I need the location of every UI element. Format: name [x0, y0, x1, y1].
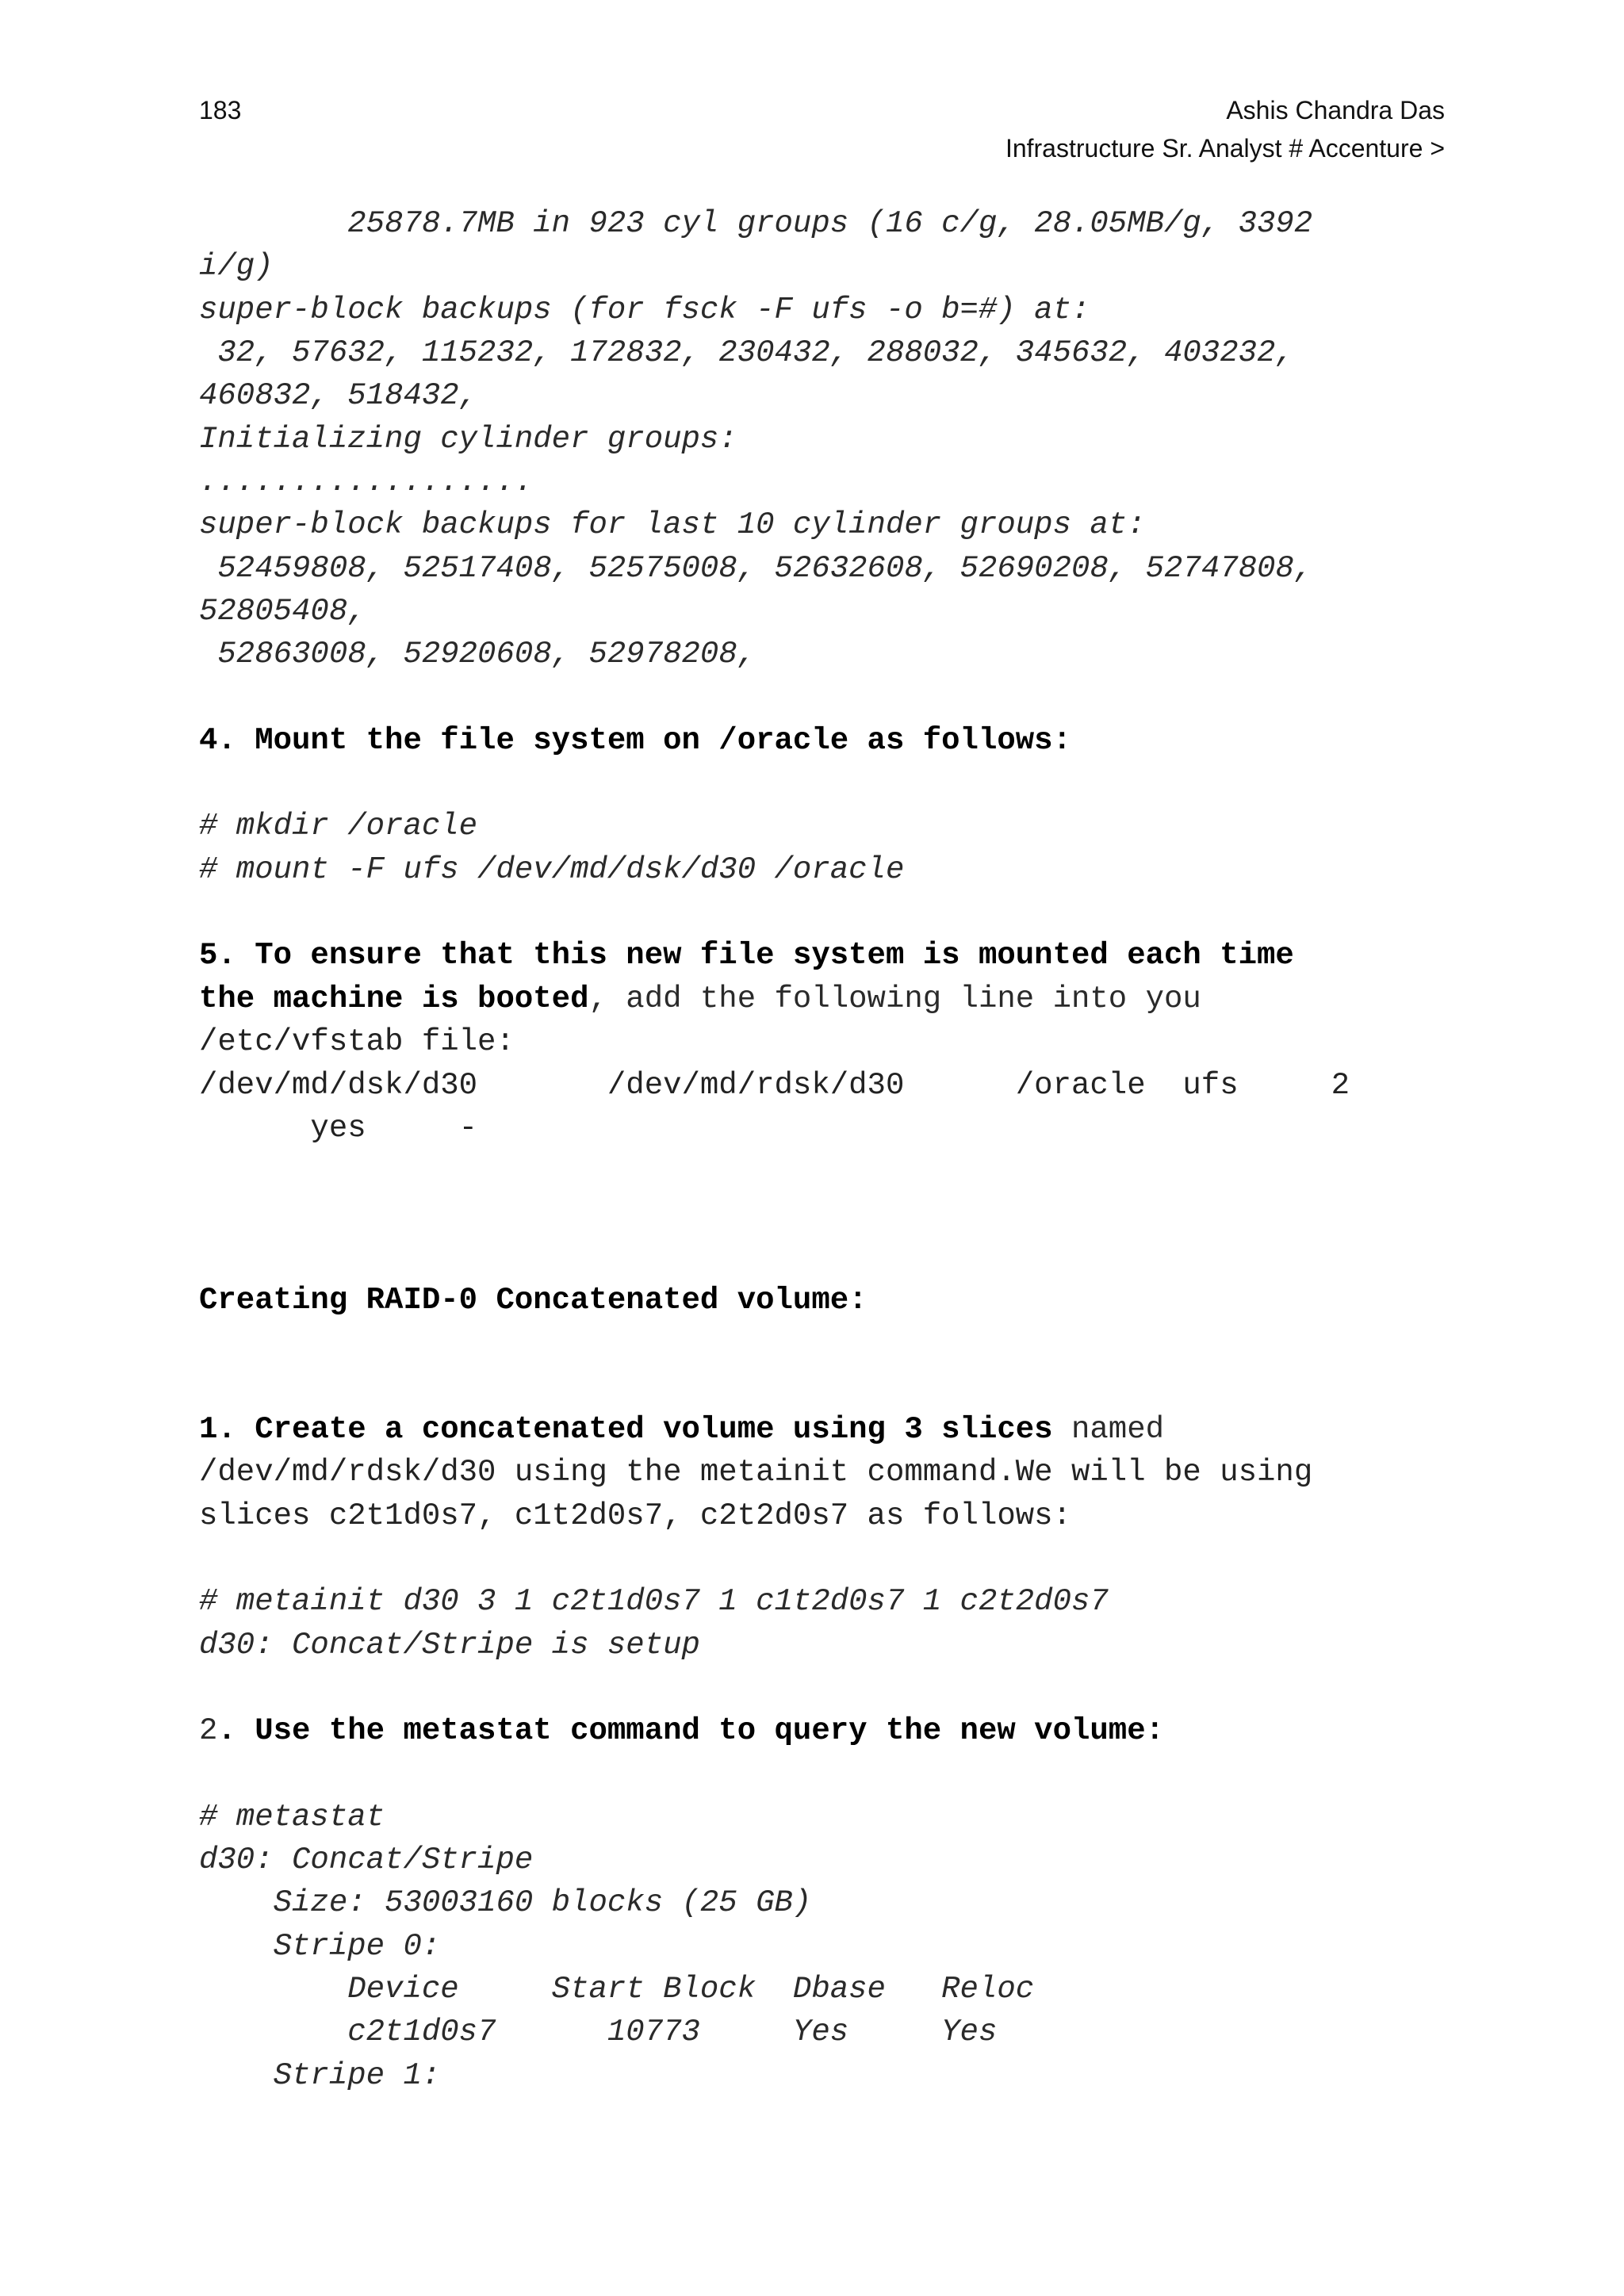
- newfs-output-line: 52863008, 52920608, 52978208,: [199, 637, 756, 672]
- author-name: Ashis Chandra Das: [1226, 96, 1445, 124]
- newfs-output-line: ..................: [199, 465, 534, 499]
- newfs-output-line: 52805408,: [199, 594, 366, 629]
- step5-line: [199, 978, 1201, 1020]
- raid-step1-heading: 1. Create a concatenated volume using 3 slices: [199, 1412, 1053, 1447]
- raid-step1-line: /dev/md/rdsk/d30 using the metainit command.We will be using: [199, 1455, 1313, 1490]
- raid-step1-line: [199, 1408, 1164, 1451]
- command-output-line: d30: Concat/Stripe: [199, 1843, 534, 1877]
- raid-step2-line: [199, 1709, 1164, 1752]
- command-output-line: d30: Concat/Stripe is setup: [199, 1628, 700, 1663]
- raid-step1-text: named: [1052, 1412, 1165, 1447]
- section-title: Creating RAID-0 Concatenated volume:: [199, 1283, 868, 1318]
- step5-line: /etc/vfstab file:: [199, 1024, 515, 1059]
- step5-heading: 5. To ensure that this new file system is mounted each time: [199, 938, 1294, 973]
- command-line: # metastat: [199, 1800, 385, 1835]
- raid-step1-line: slices c2t1d0s7, c1t2d0s7, c2t2d0s7 as follows:: [199, 1498, 1071, 1533]
- newfs-output-line: 460832, 518432,: [199, 378, 478, 413]
- command-output-line: Device Start Block Dbase Reloc: [199, 1972, 1035, 2007]
- newfs-output-line: super-block backups for last 10 cylinder groups at:: [199, 507, 1146, 542]
- command-line: # metainit d30 3 1 c2t1d0s7 1 c1t2d0s7 1 c2t2d0s7: [199, 1584, 1109, 1619]
- author-role: Infrastructure Sr. Analyst # Accenture >: [1005, 134, 1445, 163]
- command-output-line: c2t1d0s7 10773 Yes Yes: [199, 2015, 998, 2049]
- raid-step2-heading: . Use the metastat command to query the new volume:: [217, 1713, 1165, 1748]
- command-output-line: Size: 53003160 blocks (25 GB): [199, 1885, 812, 1920]
- newfs-output-line: super-block backups (for fsck -F ufs -o b=#) at:: [199, 293, 1090, 327]
- page-number: 183: [199, 96, 242, 124]
- command-output-line: Stripe 0:: [199, 1929, 441, 1964]
- newfs-output-line: Initializing cylinder groups:: [199, 422, 737, 457]
- vfstab-entry-line: yes -: [199, 1111, 478, 1146]
- step5-bold-text: the machine is booted: [199, 982, 589, 1016]
- raid-step2-number: 2: [199, 1713, 218, 1748]
- newfs-output-line: i/g): [199, 249, 274, 284]
- command-output-line: Stripe 1:: [199, 2058, 441, 2093]
- command-line: # mkdir /oracle: [199, 809, 478, 844]
- step5-plain-text: , add the following line into you: [588, 982, 1201, 1016]
- newfs-output-line: 25878.7MB in 923 cyl groups (16 c/g, 28.05MB/g, 3392: [199, 206, 1313, 241]
- command-line: # mount -F ufs /dev/md/dsk/d30 /oracle: [199, 852, 905, 887]
- newfs-output-line: 52459808, 52517408, 52575008, 52632608, 52690208, 52747808,: [199, 551, 1313, 586]
- newfs-output-line: 32, 57632, 115232, 172832, 230432, 288032, 345632, 403232,: [199, 335, 1294, 370]
- vfstab-entry-line: /dev/md/dsk/d30 /dev/md/rdsk/d30 /oracle ufs 2: [199, 1068, 1350, 1103]
- step4-heading: 4. Mount the file system on /oracle as follows:: [199, 723, 1071, 758]
